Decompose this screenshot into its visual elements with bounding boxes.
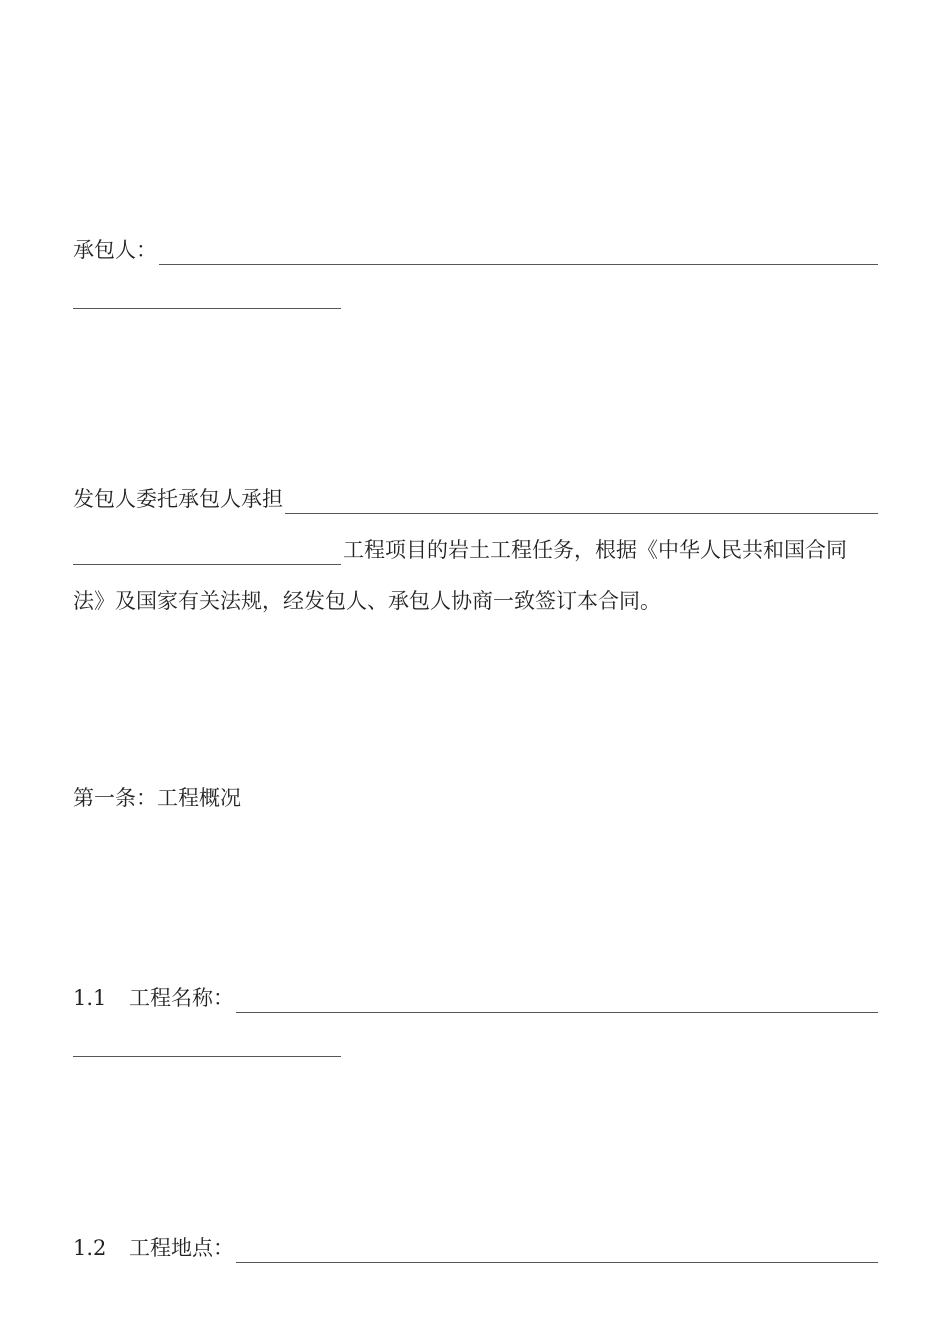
- contractor-label: 承包人：: [73, 238, 157, 262]
- article-1-heading-text: 第一条：工程概况: [73, 786, 241, 810]
- item-1-1-row: [73, 983, 878, 1013]
- intro-line-3-text: 法》及国家有关法规，经发包人、承包人协商一致签订本合同。: [73, 589, 661, 613]
- project-location-blank[interactable]: [236, 1244, 878, 1263]
- item-1-2-number: 1.2: [73, 1236, 107, 1260]
- item-1-2-label: 工程地点：: [129, 1236, 234, 1260]
- contractor-blank[interactable]: [159, 246, 878, 265]
- intro-line-1-text: 发包人委托承包人承担: [73, 487, 283, 511]
- project-blank[interactable]: [285, 495, 878, 514]
- article-1-heading: [73, 783, 878, 813]
- project-name-blank[interactable]: [236, 994, 878, 1013]
- intro-line-3: [73, 586, 878, 616]
- contractor-row: [73, 235, 878, 265]
- project-blank-continued[interactable]: [73, 546, 341, 565]
- item-1-2-row: [73, 1233, 878, 1263]
- intro-line-2-text: 工程项目的岩土工程任务，根据《中华人民共和国合同: [343, 538, 847, 562]
- contractor-blank-continued[interactable]: [73, 307, 341, 309]
- item-1-1-number: 1.1: [73, 986, 107, 1010]
- intro-line-2: [73, 535, 878, 565]
- intro-line-1: [73, 484, 878, 514]
- project-name-blank-continued[interactable]: [73, 1055, 341, 1057]
- item-1-1-label: 工程名称：: [129, 986, 234, 1010]
